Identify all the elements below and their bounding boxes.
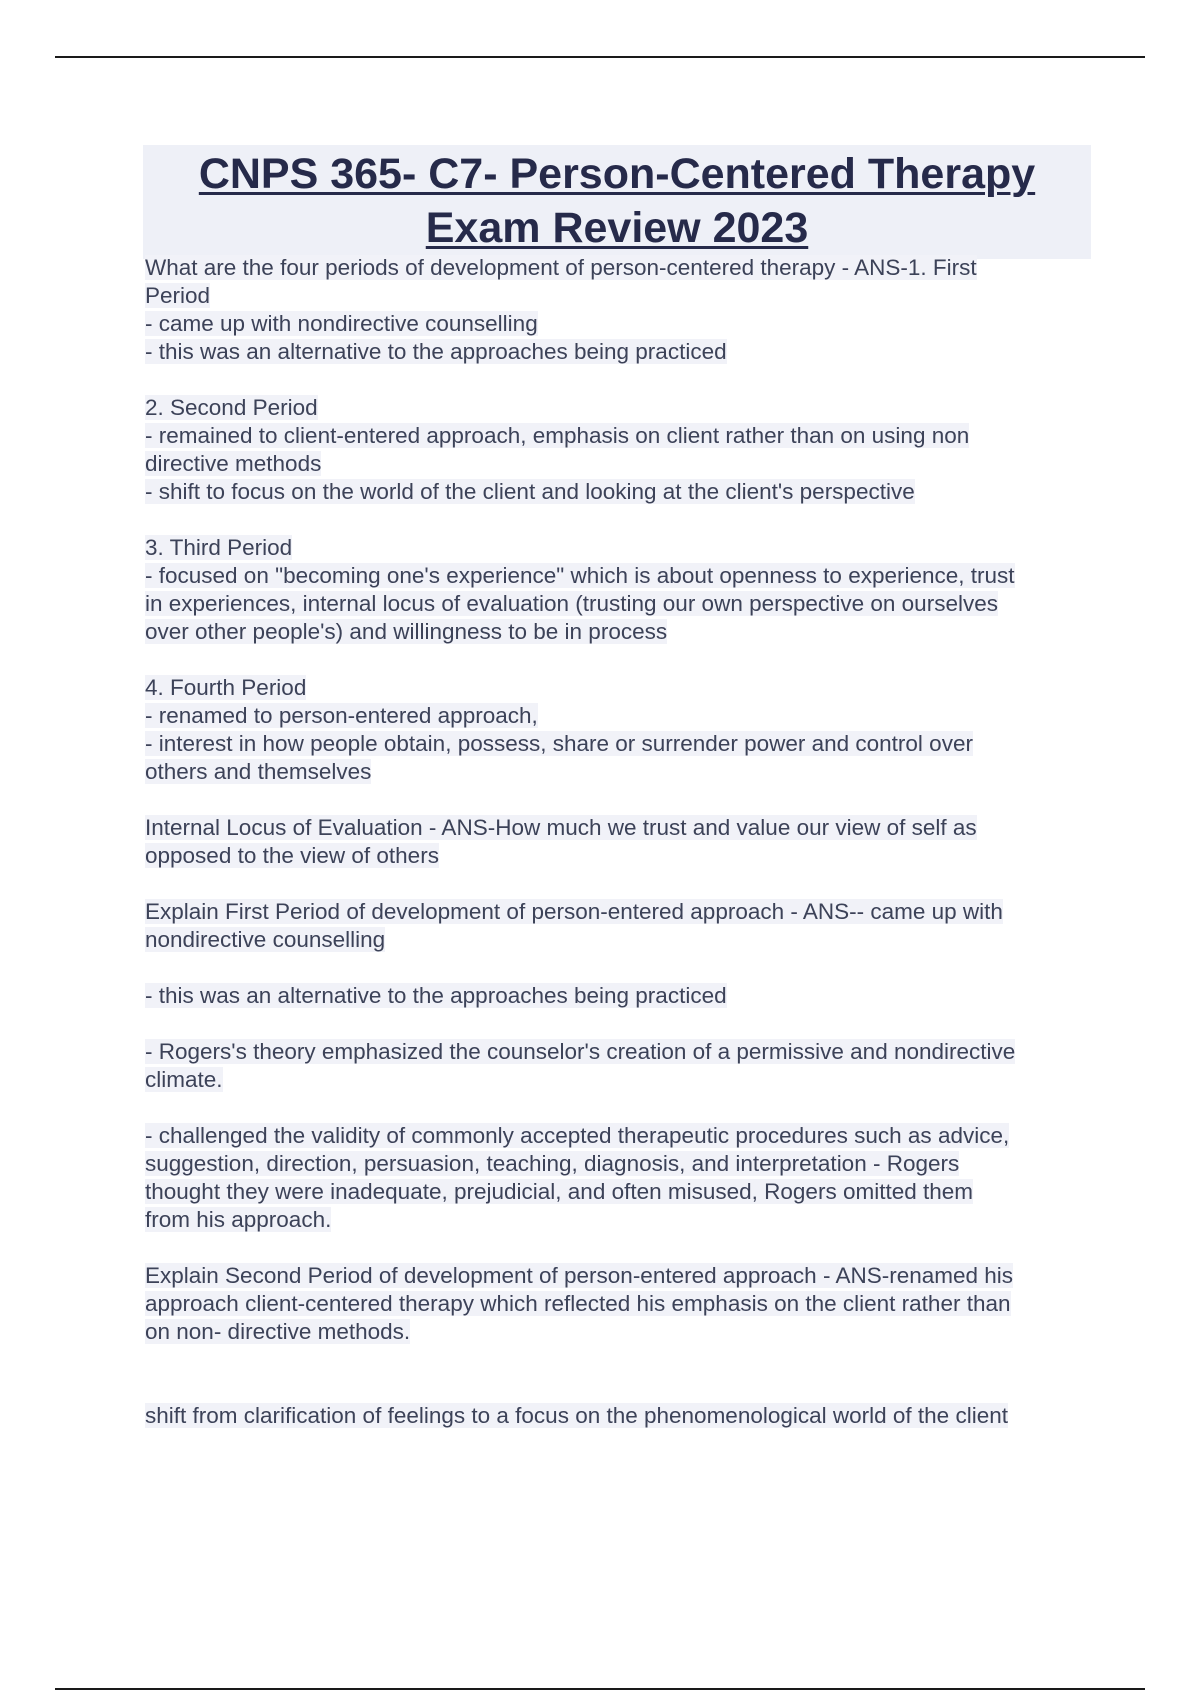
spacer bbox=[145, 1234, 1090, 1262]
spacer bbox=[145, 870, 1090, 898]
text-line: - interest in how people obtain, possess, share or surrender power and control over bbox=[145, 731, 973, 756]
text-line: Internal Locus of Evaluation - ANS-How much we trust and value our view of self as bbox=[145, 815, 977, 840]
paragraph bbox=[145, 674, 1090, 786]
text-line: over other people's) and willingness to be in process bbox=[145, 619, 668, 644]
paragraph bbox=[145, 1038, 1090, 1094]
text-line: Explain First Period of development of person-entered approach - ANS-- came up with bbox=[145, 899, 1003, 924]
text-line: from his approach. bbox=[145, 1207, 332, 1232]
text-line: opposed to the view of others bbox=[145, 843, 439, 868]
text-line: - shift to focus on the world of the client and looking at the client's perspective bbox=[145, 479, 915, 504]
text-line: on non- directive methods. bbox=[145, 1319, 411, 1344]
paragraph bbox=[145, 1122, 1090, 1234]
paragraph bbox=[145, 534, 1090, 646]
text-line: Period bbox=[145, 283, 211, 308]
text-line: in experiences, internal locus of evaluation (trusting our own perspective on ourselves bbox=[145, 591, 998, 616]
text-line: nondirective counselling bbox=[145, 927, 386, 952]
spacer bbox=[145, 954, 1090, 982]
text-line: - this was an alternative to the approaches being practiced bbox=[145, 983, 727, 1008]
text-line: Explain Second Period of development of person-entered approach - ANS-renamed his bbox=[145, 1263, 1014, 1288]
text-line: - renamed to person-entered approach, bbox=[145, 703, 538, 728]
text-line: - this was an alternative to the approaches being practiced bbox=[145, 339, 727, 364]
spacer bbox=[145, 366, 1090, 394]
title-line-1: CNPS 365- C7- Person-Centered Therapy bbox=[198, 150, 1036, 198]
document-title bbox=[143, 145, 1091, 259]
text-line: - remained to client-entered approach, emphasis on client rather than on using non bbox=[145, 423, 970, 448]
text-line: directive methods bbox=[145, 451, 322, 476]
text-line: shift from clarification of feelings to a focus on the phenomenological world of the client bbox=[145, 1403, 1008, 1428]
paragraph bbox=[145, 1262, 1090, 1346]
paragraph bbox=[145, 898, 1090, 954]
title-line-2: Exam Review 2023 bbox=[425, 204, 809, 252]
text-line: - challenged the validity of commonly accepted therapeutic procedures such as advice, bbox=[145, 1123, 1010, 1148]
text-line: - came up with nondirective counselling bbox=[145, 311, 538, 336]
paragraph bbox=[145, 814, 1090, 870]
text-line: 4. Fourth Period bbox=[145, 675, 307, 700]
spacer bbox=[145, 1010, 1090, 1038]
text-line: 3. Third Period bbox=[145, 535, 293, 560]
text-line: suggestion, direction, persuasion, teaching, diagnosis, and interpretation - Rogers bbox=[145, 1151, 960, 1176]
spacer bbox=[145, 1094, 1090, 1122]
text-line: - Rogers's theory emphasized the counselor's creation of a permissive and nondirective bbox=[145, 1039, 1016, 1064]
paragraph bbox=[145, 254, 1090, 366]
paragraph bbox=[145, 982, 1090, 1010]
text-line: approach client-centered therapy which reflected his emphasis on the client rather than bbox=[145, 1291, 1011, 1316]
paragraph bbox=[145, 1402, 1090, 1430]
document-body bbox=[145, 254, 1090, 1430]
text-line: climate. bbox=[145, 1067, 223, 1092]
spacer bbox=[145, 786, 1090, 814]
top-rule bbox=[55, 56, 1145, 58]
text-line: 2. Second Period bbox=[145, 395, 318, 420]
spacer bbox=[145, 1346, 1090, 1402]
text-line: What are the four periods of development of person-centered therapy - ANS-1. First bbox=[145, 255, 977, 280]
text-line: - focused on "becoming one's experience" which is about openness to experience, trust bbox=[145, 563, 1015, 588]
spacer bbox=[145, 506, 1090, 534]
text-line: others and themselves bbox=[145, 759, 372, 784]
text-line: thought they were inadequate, prejudicial, and often misused, Rogers omitted them bbox=[145, 1179, 973, 1204]
paragraph bbox=[145, 394, 1090, 506]
bottom-rule bbox=[55, 1688, 1145, 1690]
spacer bbox=[145, 646, 1090, 674]
